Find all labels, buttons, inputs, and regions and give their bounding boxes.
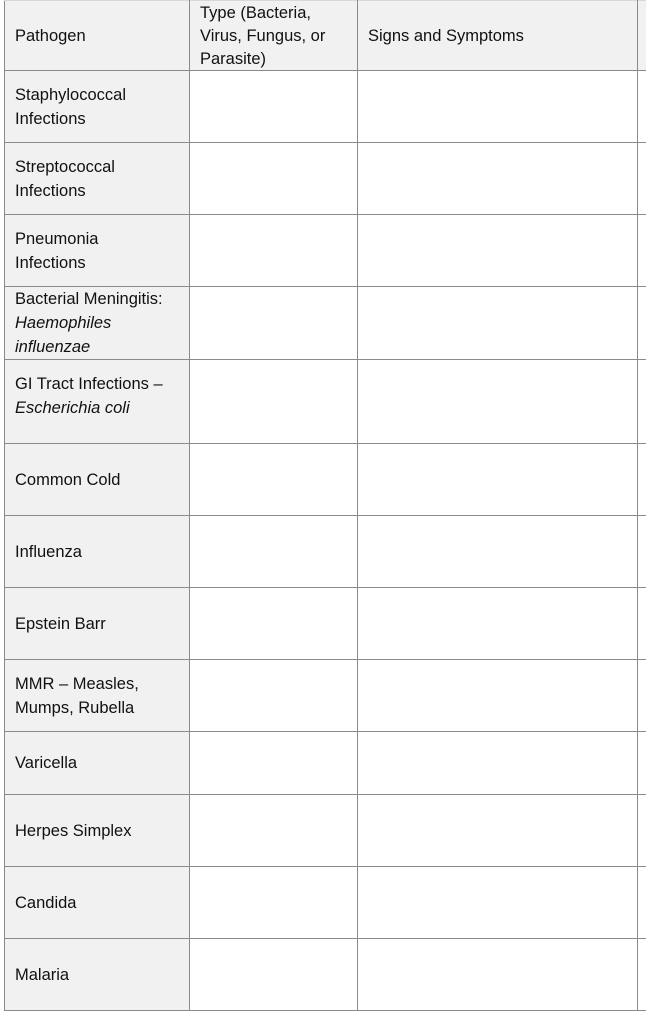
type-input-cell[interactable] [190, 732, 358, 795]
pathogen-name-line: Influenza [15, 540, 189, 564]
signs-input-cell[interactable] [358, 660, 638, 732]
pathogen-name-line: Infections [15, 179, 189, 203]
extra-cell [638, 71, 646, 143]
type-input-cell[interactable] [190, 588, 358, 660]
pathogen-name-line: MMR – Measles, [15, 672, 189, 696]
pathogen-worksheet-table [4, 0, 646, 1011]
table-row [5, 867, 646, 939]
pathogen-name-line: Streptococcal [15, 155, 189, 179]
extra-cell [638, 732, 646, 795]
pathogen-name-line: Herpes Simplex [15, 819, 189, 843]
signs-input-cell[interactable] [358, 287, 638, 360]
pathogen-name-line: Staphylococcal [15, 83, 189, 107]
pathogen-name-line: Escherichia coli [15, 396, 189, 420]
pathogen-name-line: Infections [15, 107, 189, 131]
extra-cell [638, 360, 646, 444]
header-pathogen: Pathogen [5, 1, 190, 71]
table-row [5, 660, 646, 732]
extra-cell [638, 215, 646, 287]
pathogen-name-line: Varicella [15, 751, 189, 775]
pathogen-name-line: Epstein Barr [15, 612, 189, 636]
type-input-cell[interactable] [190, 939, 358, 1011]
pathogen-name-line: Pneumonia [15, 227, 189, 251]
extra-cell [638, 516, 646, 588]
type-input-cell[interactable] [190, 143, 358, 215]
pathogen-cell [5, 588, 190, 660]
table-row [5, 795, 646, 867]
signs-input-cell[interactable] [358, 939, 638, 1011]
pathogen-cell [5, 215, 190, 287]
extra-cell [638, 588, 646, 660]
signs-input-cell[interactable] [358, 71, 638, 143]
table-row [5, 71, 646, 143]
pathogen-cell [5, 732, 190, 795]
pathogen-name-line: Mumps, Rubella [15, 696, 189, 720]
signs-input-cell[interactable] [358, 360, 638, 444]
extra-cell [638, 143, 646, 215]
pathogen-cell [5, 867, 190, 939]
header-extra-column [638, 1, 646, 71]
extra-cell [638, 867, 646, 939]
type-input-cell[interactable] [190, 71, 358, 143]
signs-input-cell[interactable] [358, 867, 638, 939]
extra-cell [638, 660, 646, 732]
pathogen-cell [5, 444, 190, 516]
extra-cell [638, 795, 646, 867]
pathogen-cell [5, 360, 190, 444]
pathogen-cell [5, 71, 190, 143]
pathogen-cell [5, 660, 190, 732]
signs-input-cell[interactable] [358, 215, 638, 287]
type-input-cell[interactable] [190, 660, 358, 732]
header-type-line: Virus, Fungus, or [200, 24, 357, 48]
extra-cell [638, 287, 646, 360]
header-row [5, 1, 646, 71]
table-row [5, 588, 646, 660]
header-type-line: Type (Bacteria, [200, 1, 357, 25]
extra-cell [638, 939, 646, 1011]
table-row [5, 939, 646, 1011]
pathogen-name-line: Malaria [15, 963, 189, 987]
type-input-cell[interactable] [190, 867, 358, 939]
table-row [5, 516, 646, 588]
signs-input-cell[interactable] [358, 732, 638, 795]
pathogen-cell [5, 287, 190, 360]
type-input-cell[interactable] [190, 444, 358, 516]
table-row [5, 360, 646, 444]
table-row [5, 215, 646, 287]
pathogen-name-line: Infections [15, 251, 189, 275]
type-input-cell[interactable] [190, 287, 358, 360]
pathogen-name-line: Common Cold [15, 468, 189, 492]
pathogen-name-line: influenzae [15, 335, 189, 359]
extra-cell [638, 444, 646, 516]
type-input-cell[interactable] [190, 795, 358, 867]
table-row [5, 143, 646, 215]
header-type-line: Parasite) [200, 47, 357, 71]
table-row [5, 444, 646, 516]
table-row [5, 287, 646, 360]
pathogen-cell [5, 516, 190, 588]
pathogen-cell [5, 939, 190, 1011]
signs-input-cell[interactable] [358, 143, 638, 215]
type-input-cell[interactable] [190, 360, 358, 444]
header-type [190, 1, 358, 71]
signs-input-cell[interactable] [358, 588, 638, 660]
pathogen-cell [5, 795, 190, 867]
pathogen-name-line: Haemophiles [15, 311, 189, 335]
pathogen-name-line: Candida [15, 891, 189, 915]
pathogen-name-line: Bacterial Meningitis: [15, 287, 189, 311]
signs-input-cell[interactable] [358, 795, 638, 867]
pathogen-cell [5, 143, 190, 215]
header-signs-and-symptoms: Signs and Symptoms [358, 1, 638, 71]
signs-input-cell[interactable] [358, 516, 638, 588]
type-input-cell[interactable] [190, 516, 358, 588]
type-input-cell[interactable] [190, 215, 358, 287]
signs-input-cell[interactable] [358, 444, 638, 516]
pathogen-name-line: GI Tract Infections – [15, 372, 189, 396]
table-row [5, 732, 646, 795]
